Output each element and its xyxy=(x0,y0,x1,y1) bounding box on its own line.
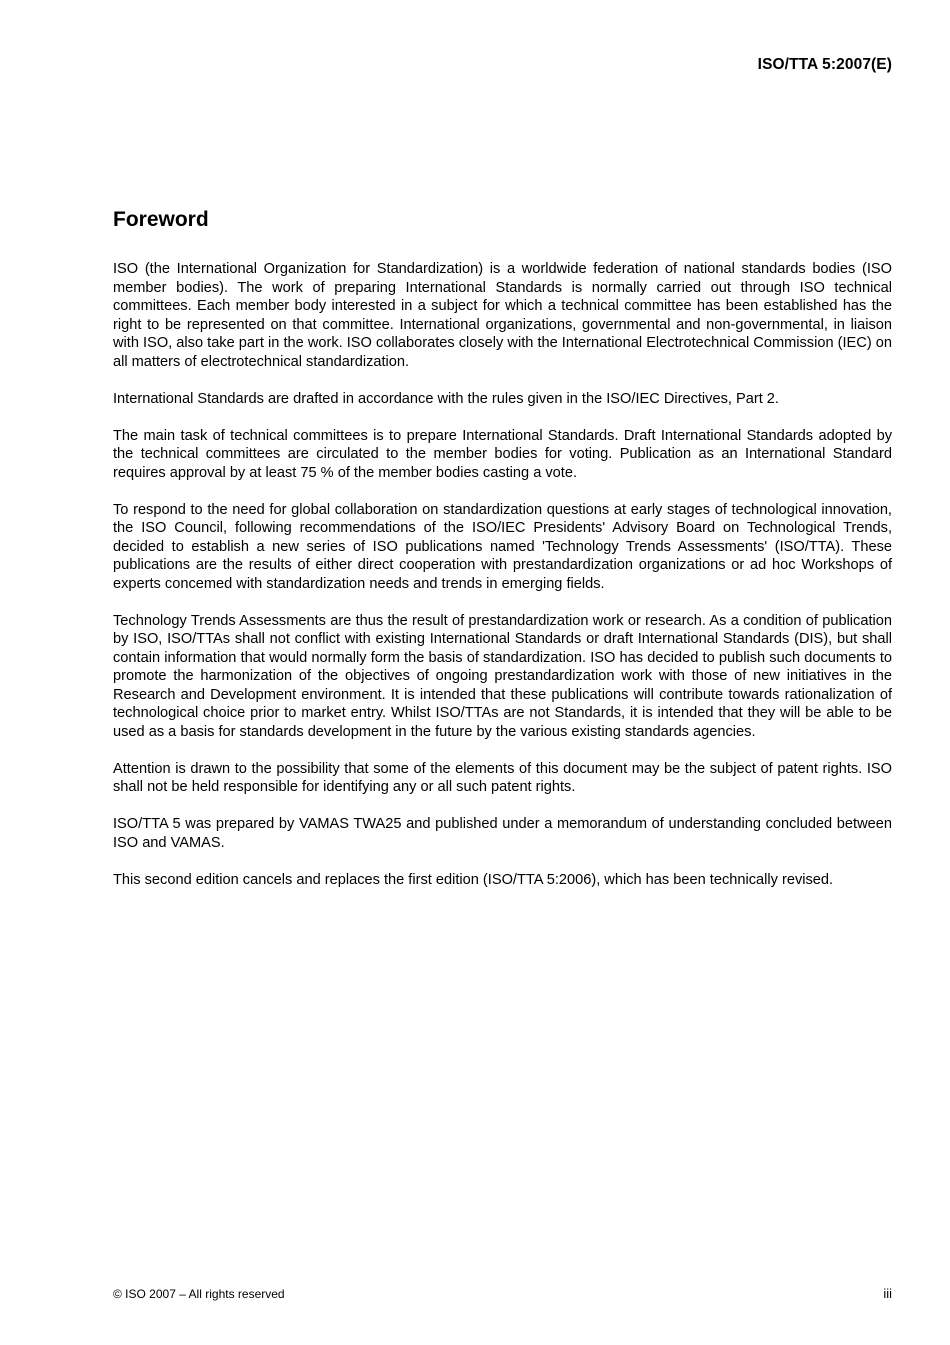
paragraph-tta-description: Technology Trends Assessments are thus the result of prestandardization work or research. As a condition of publication by ISO, ISO/TTAs shall not conflict with existing International Standards or draft International Standards (DIS), but shall contain information that would normally form the basis of standardization. ISO has decided to publish such documents to promote the harmonization of the objectives of ongoing prestandardization work with those of new initiatives in the Research and Development environment. It is intended that these publications will contribute towards rationalization of technological choice prior to market entry. Whilst ISO/TTAs are not Standards, it is intended that they will be able to be used as a basis for standards development in the future by the various existing standards agencies. xyxy=(113,612,892,740)
paragraph-iso-overview: ISO (the International Organization for Standardization) is a worldwide federation of national standards bodies (ISO member bodies). The work of preparing International Standards is normally carried out through ISO technical committees. Each member body interested in a subject for which a technical committee has been established has the right to be represented on that committee. International organizations, governmental and non-governmental, in liaison with ISO, also take part in the work. ISO collaborates closely with the International Electrotechnical Commission (IEC) on all matters of electrotechnical standardization. xyxy=(113,261,892,370)
paragraph-patent-rights: Attention is drawn to the possibility that some of the elements of this document may be the subject of patent rights. ISO shall not be held responsible for identifying any or all such patent rights. xyxy=(113,760,892,795)
copyright-notice: © ISO 2007 – All rights reserved xyxy=(113,1287,285,1301)
page-title: Foreword xyxy=(113,208,209,231)
page-number: iii xyxy=(883,1286,892,1301)
document-id: ISO/TTA 5:2007(E) xyxy=(757,56,892,73)
paragraph-global-collaboration: To respond to the need for global collaboration on standardization questions at early stages of technological innovation, the ISO Council, following recommendations of the ISO/IEC Presidents' Advisory Board on Technological Trends, decided to establish a new series of ISO publications named 'Technology Trends Assessments' (ISO/TTA). These publications are the results of either direct cooperation with prestandardization organizations or ad hoc Workshops of experts concemed with standardization needs and trends in emerging fields. xyxy=(113,501,892,592)
paragraph-directives: International Standards are drafted in accordance with the rules given in the ISO/IEC Directives, Part 2. xyxy=(113,390,779,407)
foreword-body xyxy=(113,260,892,908)
paragraph-edition-note: This second edition cancels and replaces the first edition (ISO/TTA 5:2006), which has been technically revised. xyxy=(113,871,834,888)
paragraph-prepared-by: ISO/TTA 5 was prepared by VAMAS TWA25 and published under a memorandum of understanding concluded between ISO and VAMAS. xyxy=(113,816,892,851)
paragraph-main-task: The main task of technical committees is to prepare International Standards. Draft International Standards adopted by the technical committees are circulated to the member bodies for voting. Publication as an International Standard requires approval by at least 75 % of the member bodies casting a vote. xyxy=(113,427,892,481)
